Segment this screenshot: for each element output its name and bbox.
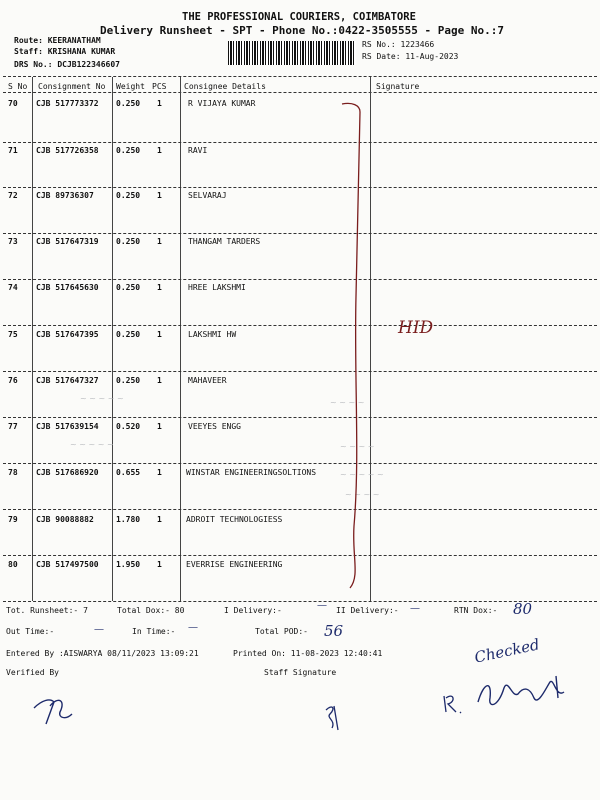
handwritten-dash: — — [94, 624, 104, 635]
row-sno: 72 — [8, 191, 18, 200]
row-rule — [3, 463, 597, 464]
table-row — [0, 146, 600, 156]
table-row — [0, 191, 600, 201]
column-header-row — [0, 82, 600, 92]
row-consignment: CJB 89736307 — [36, 191, 94, 200]
row-consignment: CJB 517647319 — [36, 237, 99, 246]
row-rule — [3, 509, 597, 510]
row-rule — [3, 555, 597, 556]
row-pcs: 1 — [157, 376, 162, 385]
handwritten-total-pod: 56 — [324, 622, 344, 640]
row-consignee: WINSTAR ENGINEERINGSOLTIONS — [186, 468, 317, 477]
company-title: THE PROFESSIONAL COURIERS, COIMBATORE — [182, 11, 416, 23]
row-pcs: 1 — [157, 560, 162, 569]
row-rule — [3, 325, 597, 326]
printed-on: Printed On: 11-08-2023 12:40:41 — [233, 649, 383, 658]
row-pcs: 1 — [157, 99, 162, 108]
faint-stamp: ~ ~ ~ ~ — [340, 442, 375, 451]
i-delivery: I Delivery:- — [224, 606, 282, 615]
row-consignment: CJB 90088882 — [36, 515, 94, 524]
total-dox: Total Dox:- 80 — [117, 606, 185, 615]
col-consignment: Consignment No — [38, 82, 106, 91]
out-time: Out Time:- — [6, 627, 55, 636]
staff-signature — [318, 700, 348, 734]
row-pcs: 1 — [157, 468, 162, 477]
row-consignment: CJB 517639154 — [36, 422, 99, 431]
table-row — [0, 468, 600, 478]
row-consignment: CJB 517647327 — [36, 376, 99, 385]
row-consignment: CJB 517497500 — [36, 560, 99, 569]
verified-by: Verified By — [6, 668, 59, 677]
rs-number: RS No.: 1223466 — [362, 40, 435, 49]
faint-stamp: ~ ~ ~ ~ ~ — [80, 394, 124, 403]
header-bottom-rule — [3, 92, 597, 93]
table-row — [0, 237, 600, 247]
row-weight: 0.520 — [116, 422, 141, 431]
row-consignment: CJB 517645630 — [36, 283, 99, 292]
faint-stamp: ~ ~ ~ ~ ~ — [70, 440, 114, 449]
row-sno: 73 — [8, 237, 18, 246]
row-consignee: HREE LAKSHMI — [188, 283, 246, 292]
table-row — [0, 330, 600, 340]
row-sno: 75 — [8, 330, 18, 339]
row-sno: 71 — [8, 146, 18, 155]
row-consignee: VEEYES ENGG — [188, 422, 241, 431]
table-row — [0, 99, 600, 109]
row-consignment: CJB 517686920 — [36, 468, 99, 477]
row-consignee: THANGAM TARDERS — [188, 237, 261, 246]
handwritten-checked: Checked — [472, 635, 542, 667]
row-sno: 78 — [8, 468, 18, 477]
handwritten-bracket — [330, 96, 370, 596]
handwritten-dash: — — [317, 600, 327, 611]
drs-number: DRS No.: DCJB122346607 — [14, 60, 120, 69]
row-consignment: CJB 517647395 — [36, 330, 99, 339]
faint-stamp: ~ ~ ~ ~ — [330, 398, 365, 407]
col-pcs: PCS — [152, 82, 167, 91]
row-rule — [3, 417, 597, 418]
row-weight: 0.250 — [116, 99, 141, 108]
row-weight: 0.250 — [116, 191, 141, 200]
row-pcs: 1 — [157, 146, 162, 155]
row-consignee: SELVARAJ — [188, 191, 227, 200]
row-sno: 76 — [8, 376, 18, 385]
table-row — [0, 283, 600, 293]
barcode — [228, 41, 356, 65]
row-pcs: 1 — [157, 330, 162, 339]
staff-signature-label: Staff Signature — [264, 668, 337, 677]
row-weight: 0.250 — [116, 376, 141, 385]
row-sno: 70 — [8, 99, 18, 108]
row-pcs: 1 — [157, 422, 162, 431]
row-pcs: 1 — [157, 237, 162, 246]
row-weight: 0.250 — [116, 237, 141, 246]
row-consignment: CJB 517773372 — [36, 99, 99, 108]
totals-row — [0, 606, 600, 616]
faint-stamp: ~ ~ ~ ~ — [345, 490, 380, 499]
row-sno: 79 — [8, 515, 18, 524]
table-bottom-rule — [3, 601, 597, 602]
row-weight: 0.250 — [116, 283, 141, 292]
rtn-dox: RTN Dox:- — [454, 606, 498, 615]
entered-by: Entered By :AISWARYA 08/11/2023 13:09:21 — [6, 649, 199, 658]
table-row — [0, 422, 600, 432]
row-consignee: RAVI — [188, 146, 208, 155]
row-sno: 77 — [8, 422, 18, 431]
in-time: In Time:- — [132, 627, 176, 636]
row-rule — [3, 233, 597, 234]
row-weight: 0.250 — [116, 146, 141, 155]
row-rule — [3, 279, 597, 280]
tot-runsheet: Tot. Runsheet:- 7 — [6, 606, 88, 615]
col-consignee: Consignee Details — [184, 82, 266, 91]
col-sno: S No — [8, 82, 28, 91]
row-consignee: R VIJAYA KUMAR — [188, 99, 256, 108]
verifier-signature — [30, 690, 80, 730]
row-weight: 0.655 — [116, 468, 141, 477]
row-consignment: CJB 517726358 — [36, 146, 99, 155]
route-label: Route: KEERANATHAM — [14, 36, 101, 45]
row-weight: 1.950 — [116, 560, 141, 569]
handwritten-dash: — — [188, 622, 198, 633]
receiver-signature — [438, 668, 578, 718]
row-sno: 80 — [8, 560, 18, 569]
row-pcs: 1 — [157, 515, 162, 524]
ii-delivery: II Delivery:- — [336, 606, 399, 615]
row-weight: 1.780 — [116, 515, 141, 524]
time-row — [0, 627, 600, 637]
staff-label: Staff: KRISHANA KUMAR — [14, 47, 116, 56]
faint-stamp: ~ ~ ~ ~ ~ — [340, 470, 384, 479]
rs-date: RS Date: 11-Aug-2023 — [362, 52, 459, 61]
total-pod: Total POD:- — [255, 627, 308, 636]
row-consignee: ADROIT TECHNOLOGIESS — [186, 515, 283, 524]
row-consignee: MAHAVEER — [188, 376, 227, 385]
row-weight: 0.250 — [116, 330, 141, 339]
row-rule — [3, 142, 597, 143]
row-pcs: 1 — [157, 191, 162, 200]
table-row — [0, 376, 600, 386]
col-weight: Weight — [116, 82, 145, 91]
handwritten-dash: — — [410, 603, 420, 614]
handwritten-mark: HID — [398, 318, 434, 338]
row-consignee: EVERRISE ENGINEERING — [186, 560, 283, 569]
row-pcs: 1 — [157, 283, 162, 292]
row-sno: 74 — [8, 283, 18, 292]
header-top-rule — [3, 76, 597, 77]
handwritten-rtn-dox: 80 — [513, 600, 533, 618]
table-row — [0, 515, 600, 525]
row-consignee: LAKSHMI HW — [188, 330, 237, 339]
runsheet-title: Delivery Runsheet - SPT - Phone No.:0422-3505555 - Page No.:7 — [100, 24, 504, 37]
col-signature: Signature — [376, 82, 420, 91]
table-row — [0, 560, 600, 570]
row-rule — [3, 371, 597, 372]
row-rule — [3, 187, 597, 188]
